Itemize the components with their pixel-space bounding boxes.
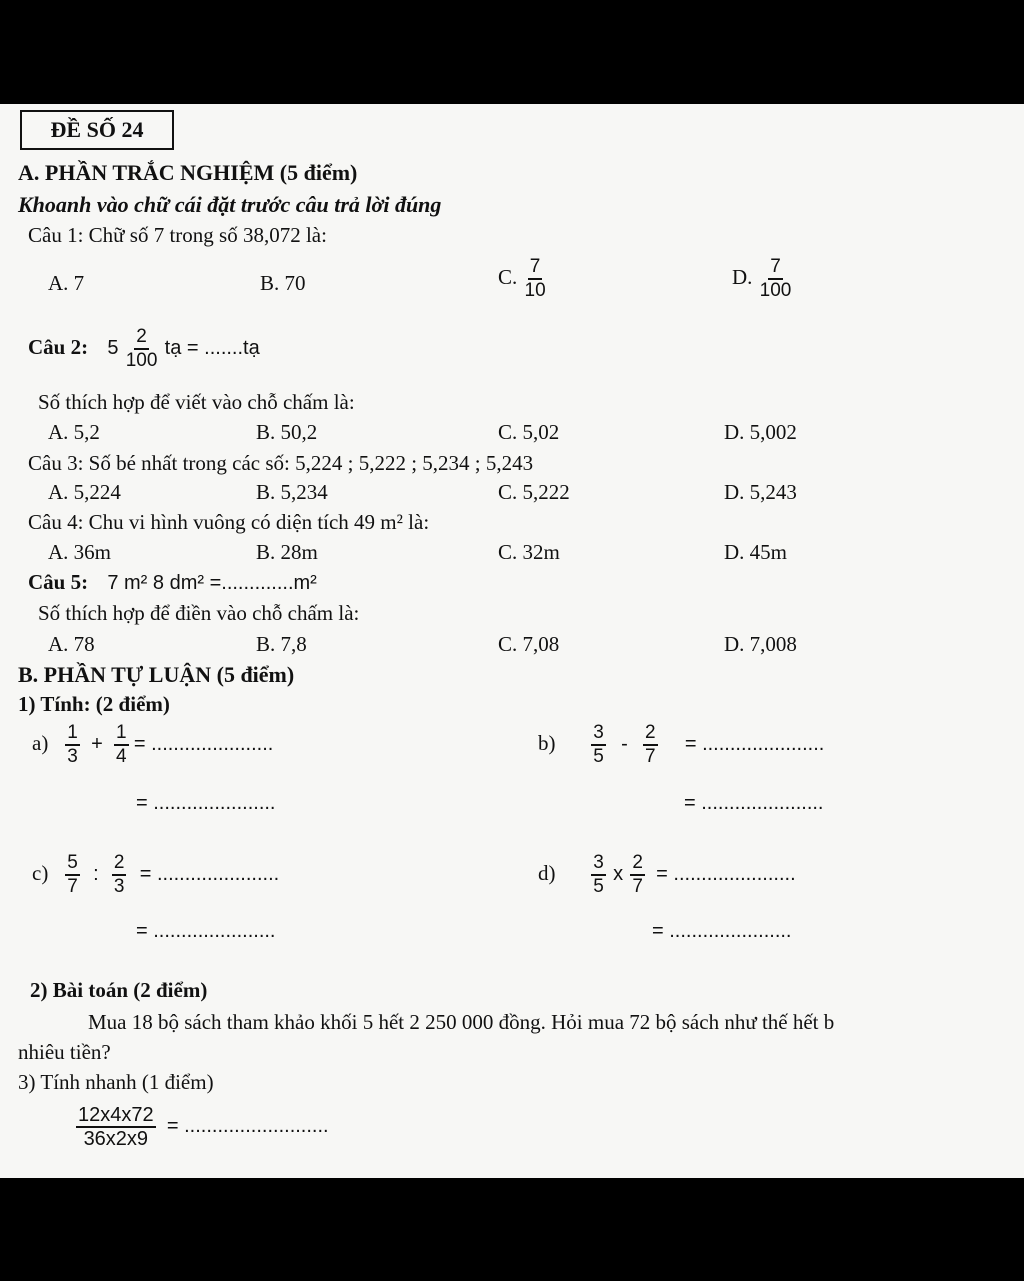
- calc-b-label: b): [538, 730, 556, 755]
- q5-option-d: D. 7,008: [724, 632, 797, 656]
- q5-expression: 7 m² 8 dm² =.............m²: [107, 572, 317, 594]
- q1-option-c-prefix: C.: [498, 264, 518, 289]
- q2-option-c: C. 5,02: [498, 420, 560, 444]
- problem-line-1: Mua 18 bộ sách tham khảo khối 5 hết 2 250 000 đồng. Hỏi mua 72 bộ sách như thế hết b: [88, 1010, 835, 1034]
- calc-c-second-blank: = ......................: [136, 920, 276, 942]
- problem-line-2: nhiêu tiền?: [18, 1040, 111, 1064]
- calc-a-fraction-2: [114, 722, 129, 768]
- fraction-denominator: 10: [524, 280, 546, 301]
- fraction-denominator: 3: [67, 746, 78, 767]
- q3-option-c: C. 5,222: [498, 480, 570, 504]
- quick-calc-answer-blank: = ..........................: [166, 1114, 329, 1137]
- calc-heading-text: 1) Tính: (2 điểm): [18, 692, 170, 716]
- fraction-numerator: 7: [768, 256, 783, 280]
- fraction-denominator: 7: [67, 876, 78, 897]
- calc-c-fraction-2: [112, 852, 127, 898]
- fraction-numerator: 2: [134, 326, 149, 350]
- q1-label: Câu 1: Chữ số 7 trong số 38,072 là:: [28, 223, 327, 247]
- q1-option-d: [732, 256, 793, 302]
- q5-option-a: A. 78: [48, 632, 95, 656]
- fraction-denominator: 7: [632, 876, 643, 897]
- calc-b-fraction-2: [643, 722, 658, 768]
- calc-a-operator: +: [91, 732, 103, 755]
- fraction-numerator: 2: [112, 852, 127, 876]
- calc-d: [538, 852, 796, 898]
- fraction-numerator: 3: [591, 852, 606, 876]
- calc-a-second-blank: = ......................: [136, 792, 276, 814]
- exam-title: ĐỀ SỐ 24: [20, 110, 174, 150]
- q5-prompt: Số thích hợp để điền vào chỗ chấm là:: [38, 601, 360, 625]
- q3-option-d: D. 5,243: [724, 480, 797, 504]
- calc-c-operator: :: [93, 862, 99, 885]
- calc-a-fraction-1: [65, 722, 80, 768]
- fraction-denominator: 3: [113, 876, 125, 897]
- fraction-denominator: 100: [125, 350, 158, 371]
- q2-option-d: D. 5,002: [724, 420, 797, 444]
- fraction-numerator: 3: [591, 722, 606, 746]
- q2-prompt: Số thích hợp để viết vào chỗ chấm là:: [38, 390, 355, 414]
- fraction-denominator: 100: [759, 280, 792, 301]
- calc-b: [538, 722, 824, 768]
- q5-option-b: B. 7,8: [256, 632, 307, 656]
- q2-row: [28, 326, 260, 372]
- section-a-heading: A. PHẦN TRẮC NGHIỆM (5 điểm): [18, 160, 358, 185]
- q1-option-a: A. 7: [48, 271, 85, 295]
- calc-d-second-blank: = ......................: [652, 920, 792, 942]
- fraction-numerator: 2: [643, 722, 658, 746]
- q2-label: Câu 2:: [28, 334, 89, 359]
- calc-b-second-blank: = ......................: [684, 792, 824, 814]
- quick-calc-fraction: [76, 1104, 156, 1150]
- fraction-numerator: 12x4x72: [78, 1104, 154, 1126]
- fraction-numerator: 1: [65, 722, 80, 746]
- q5-label: Câu 5:: [28, 570, 89, 594]
- calc-c-answer-blank: = ......................: [139, 862, 280, 885]
- fraction-denominator: 5: [593, 746, 604, 767]
- q4-label: Câu 4: Chu vi hình vuông có diện tích 49 m² là:: [28, 510, 430, 534]
- fraction-numerator: 1: [114, 722, 129, 746]
- q1-option-d-fraction: [758, 256, 794, 302]
- q4-option-d: D. 45m: [724, 540, 787, 564]
- calc-c-label: c): [32, 860, 49, 885]
- q3-option-a: A. 5,224: [48, 480, 121, 504]
- calc-b-operator: -: [621, 732, 628, 755]
- q2-option-b: B. 50,2: [256, 420, 318, 444]
- q3-option-b: B. 5,234: [256, 480, 328, 504]
- calc-d-fraction-1: [591, 852, 606, 898]
- fraction-denominator: 36x2x9: [83, 1128, 149, 1150]
- section-b-heading: B. PHẦN TỰ LUẬN (5 điểm): [18, 662, 295, 687]
- exam-sheet: [0, 104, 1024, 1178]
- calc-a: [32, 722, 273, 768]
- q1-option-c: [498, 256, 548, 302]
- fraction-numerator: 2: [630, 852, 645, 876]
- q1-option-d-prefix: D.: [732, 264, 753, 289]
- calc-c-fraction-1: [65, 852, 80, 898]
- calc-a-label: a): [32, 730, 49, 755]
- q3-label: Câu 3: Số bé nhất trong các số: 5,224 ; 5,222 ; 5,234 ; 5,243: [28, 451, 534, 475]
- q1-option-c-fraction: [523, 256, 548, 302]
- calc-b-answer-blank: = ......................: [684, 732, 825, 755]
- q1-option-b: B. 70: [260, 271, 306, 295]
- calc-d-operator: x: [613, 862, 624, 885]
- calc-a-answer-blank: = ......................: [133, 732, 274, 755]
- calc-d-label: d): [538, 860, 556, 885]
- calc-c: [32, 852, 279, 898]
- quick-calc: [76, 1104, 329, 1150]
- fraction-numerator: 5: [65, 852, 80, 876]
- section-a-instruction: Khoanh vào chữ cái đặt trước câu trả lời đúng: [18, 192, 442, 217]
- problem-heading: 2) Bài toán (2 điểm): [30, 978, 208, 1002]
- fraction-denominator: 4: [116, 746, 127, 767]
- q5-row: [28, 570, 317, 595]
- calc-heading: [18, 692, 170, 717]
- calc-d-fraction-2: [630, 852, 645, 898]
- q4-option-c: C. 32m: [498, 540, 560, 564]
- q4-option-b: B. 28m: [256, 540, 318, 564]
- q4-option-a: A. 36m: [48, 540, 111, 564]
- q5-option-c: C. 7,08: [498, 632, 560, 656]
- quick-heading: 3) Tính nhanh (1 điểm): [18, 1070, 214, 1094]
- calc-d-answer-blank: = ......................: [656, 862, 796, 885]
- q2-whole: 5: [107, 336, 119, 359]
- q2-fraction: [124, 326, 160, 372]
- fraction-denominator: 7: [645, 746, 656, 767]
- fraction-numerator: 7: [528, 256, 543, 280]
- q2-option-a: A. 5,2: [48, 420, 100, 444]
- fraction-denominator: 5: [593, 876, 604, 897]
- q2-expression-rest: tạ = .......tạ: [164, 336, 260, 359]
- calc-b-fraction-1: [591, 722, 606, 768]
